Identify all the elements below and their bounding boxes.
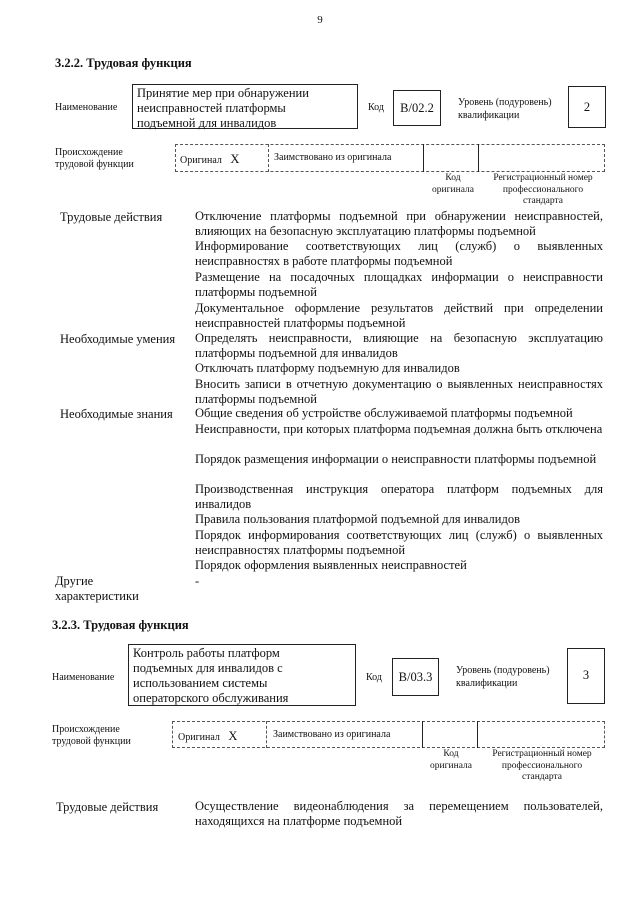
labor-actions-label: Трудовые действия [60, 210, 163, 224]
other-label-line-1: Другие [55, 574, 94, 588]
level-label [458, 96, 552, 122]
original-mark: X [228, 729, 238, 743]
name-line-2: неисправностей платформы [137, 101, 286, 115]
skills-item: Отключать платформу подъемную для инвалидов [195, 361, 460, 375]
original-mark: X [230, 152, 240, 166]
original-label [180, 152, 239, 167]
caption-line: Код [445, 173, 461, 183]
knowledge-item: Общие сведения об устройстве обслуживаемой платформы подъемной [195, 406, 573, 420]
name-line-3: использованием системы [133, 676, 268, 690]
labor-actions-item: Документальное оформление результатов действий при определении неисправностей платформы подъемной [195, 301, 603, 330]
skills-item: Определять неисправности, влияющие на безопасную эксплуатацию платформы подъемной для инвалидов [195, 331, 603, 360]
level-label-line-2: квалификации [456, 678, 518, 689]
code-value-box [392, 658, 439, 696]
caption-line: стандарта [522, 772, 562, 782]
level-value-box [568, 86, 606, 128]
knowledge-item: Порядок информирования соответствующих лиц (служб) о выявленных неисправностях платформы подъемной [195, 528, 603, 557]
origin-label-line-2: трудовой функции [52, 736, 131, 747]
origin-label [55, 147, 134, 171]
origin-label [52, 724, 131, 748]
caption-line: оригинала [430, 760, 472, 771]
name-value-box [132, 84, 358, 129]
level-value: 3 [582, 668, 590, 682]
code-label: Код [368, 102, 384, 113]
original-label [178, 729, 237, 744]
name-line-1: Контроль работы платформ [133, 646, 280, 660]
origin-divider [478, 144, 480, 172]
labor-actions-item: Осуществление видеонаблюдения за перемещением пользователей, находящихся на платформе подъемной [195, 799, 603, 828]
original-text: Оригинал [180, 155, 222, 166]
origin-divider [422, 721, 424, 748]
origin-divider [477, 721, 479, 748]
code-original-caption [416, 749, 486, 772]
section-heading: 3.2.3. Трудовая функция [52, 618, 189, 632]
knowledge-item: Порядок оформления выявленных неисправностей [195, 558, 467, 572]
origin-label-line-2: трудовой функции [55, 159, 134, 170]
level-label-line-2: квалификации [458, 110, 520, 121]
name-line-3: подъемной для инвалидов [137, 116, 277, 130]
name-line-1: Принятие мер при обнаружении [137, 86, 309, 100]
knowledge-item: Неисправности, при которых платформа подъемная должна быть отключена [195, 422, 603, 436]
code-label: Код [366, 672, 382, 683]
code-value: B/03.3 [398, 670, 433, 684]
other-value: - [195, 574, 200, 588]
borrowed-label: Заимствовано из оригинала [274, 152, 392, 163]
name-label: Наименование [52, 672, 115, 683]
level-label-line-1: Уровень (подуровень) [458, 97, 552, 108]
knowledge-label: Необходимые знания [60, 407, 173, 421]
borrowed-label: Заимствовано из оригинала [273, 729, 391, 740]
skills-item: Вносить записи в отчетную документацию о выявленных неисправностях платформы подъемной [195, 377, 603, 406]
origin-label-line-1: Происхождение [55, 147, 123, 158]
caption-line: Регистрационный номер [492, 749, 592, 759]
original-text: Оригинал [178, 732, 220, 743]
labor-actions-item: Размещение на посадочных площадках информации о неисправности платформы подъемной [195, 270, 603, 299]
knowledge-item: Производственная инструкция оператора платформ подъемных для инвалидов [195, 482, 603, 511]
level-label [456, 664, 550, 690]
code-original-caption [418, 173, 488, 196]
name-line-2: подъемных для инвалидов с [133, 661, 283, 675]
caption-line: Код [443, 749, 459, 759]
origin-divider [266, 721, 268, 748]
caption-line: оригинала [432, 184, 474, 195]
page-number: 9 [317, 14, 323, 26]
labor-actions-item: Отключение платформы подъемной при обнаружении неисправностей, влияющих на безопасную эксплуатацию платформы подъемной [195, 209, 603, 238]
caption-line: профессионального [502, 184, 584, 195]
name-line-4: операторского обслуживания [133, 691, 289, 705]
origin-divider [423, 144, 425, 172]
level-label-line-1: Уровень (подуровень) [456, 665, 550, 676]
origin-divider [268, 144, 270, 172]
labor-actions-label: Трудовые действия [56, 800, 159, 814]
code-value: B/02.2 [400, 101, 434, 115]
knowledge-item: Правила пользования платформой подъемной для инвалидов [195, 512, 520, 526]
skills-label: Необходимые умения [60, 332, 176, 346]
labor-actions-item: Информирование соответствующих лиц (служб) о выявленных неисправностях в работе платформы подъемной [195, 239, 603, 268]
caption-line: Регистрационный номер [493, 173, 593, 183]
code-value-box [393, 90, 441, 126]
other-label-line-2: характеристики [55, 589, 139, 603]
name-value-box [128, 644, 356, 706]
origin-label-line-1: Происхождение [52, 724, 120, 735]
caption-line: профессионального [501, 760, 583, 771]
level-value-box [567, 648, 605, 704]
name-label: Наименование [55, 102, 118, 113]
knowledge-item: Порядок размещения информации о неисправности платформы подъемной [195, 452, 597, 466]
reg-number-caption [481, 749, 603, 784]
caption-line: стандарта [523, 196, 563, 206]
reg-number-caption [482, 173, 604, 208]
level-value: 2 [583, 100, 591, 114]
other-label [55, 574, 139, 604]
section-heading: 3.2.2. Трудовая функция [55, 56, 192, 70]
